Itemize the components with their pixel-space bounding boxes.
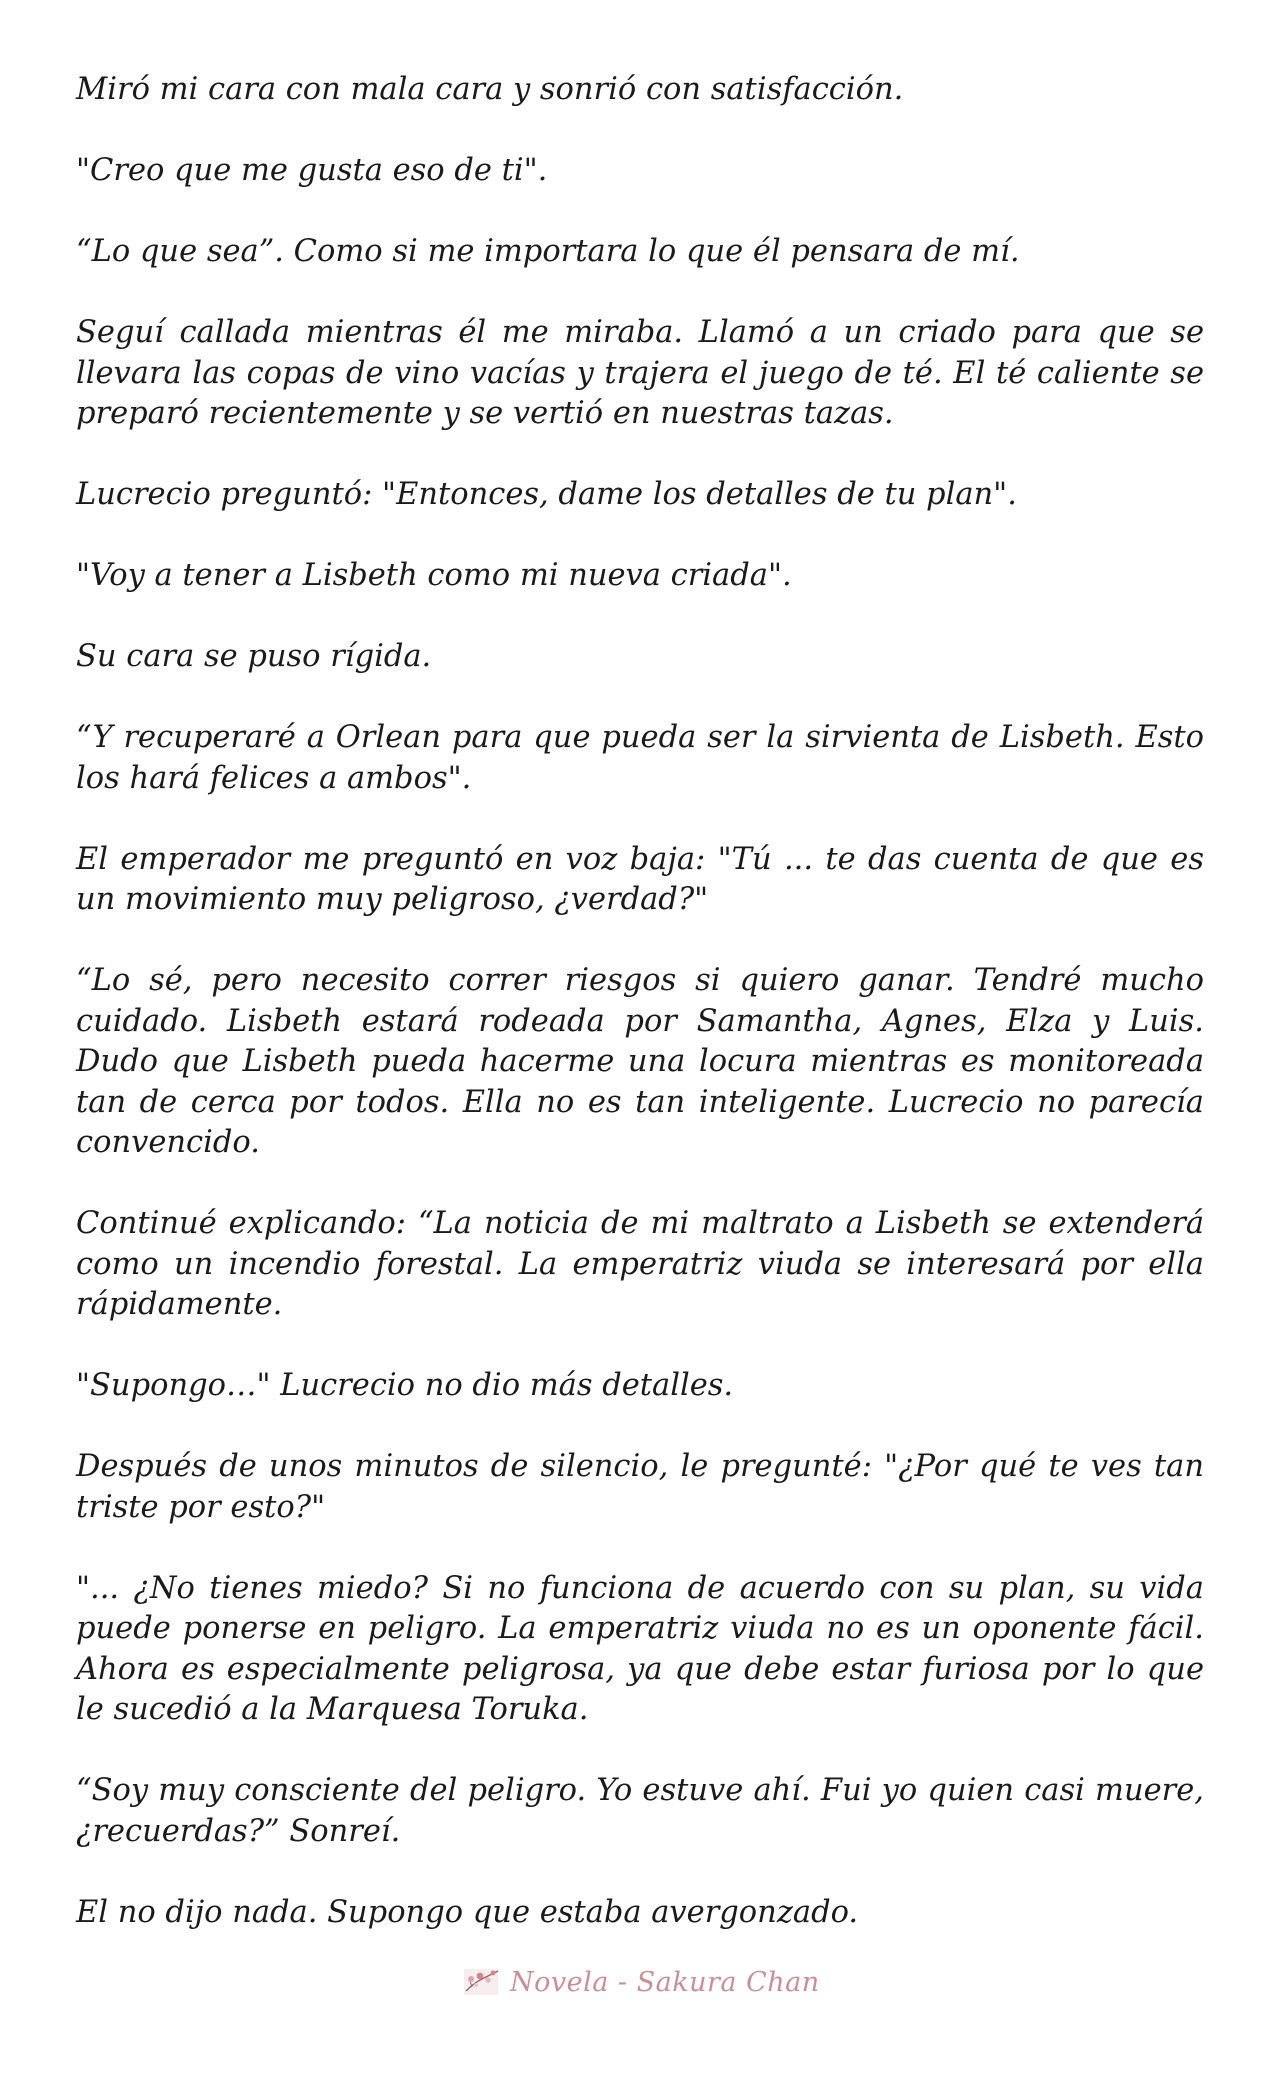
paragraph: "Creo que me gusta eso de ti". — [76, 153, 548, 188]
paragraph: El no dijo nada. Supongo que estaba avergonzado. — [76, 1894, 859, 1930]
paragraph: "Supongo…" Lucrecio no dio más detalles. — [76, 1368, 734, 1403]
paragraph: Su cara se puso rígida. — [76, 639, 432, 674]
watermark-footer — [462, 1962, 820, 2002]
paragraph: Lucrecio preguntó: "Entonces, dame los detalles de tu plan". — [76, 477, 1017, 512]
story-text — [76, 70, 1204, 1974]
paragraph: Después de unos minutos de silencio, le pregunté: "¿Por qué te ves tan triste por esto?" — [76, 1449, 1204, 1525]
paragraph: “Lo que sea”. Como si me importara lo que él pensara de mí. — [76, 234, 1020, 269]
paragraph: “Lo sé, pero necesito correr riesgos si quiero ganar. Tendré mucho cuidado. Lisbeth estará rodeada por Samantha, Agnes, Elza y Luis. Dudo que Lisbeth pueda hacerme una locura mientras es monitoreada tan de cerca por todos. Ella no es tan inteligente. Lucrecio no parecía convencido. — [76, 963, 1204, 1160]
paragraph: "Voy a tener a Lisbeth como mi nueva criada". — [76, 558, 792, 593]
paragraph: "... ¿No tienes miedo? Si no funciona de acuerdo con su plan, su vida puede ponerse en peligro. La emperatriz viuda no es un oponente fácil. Ahora es especialmente peligrosa, ya que debe estar furiosa por lo que le sucedió a la Marquesa Toruka. — [76, 1570, 1204, 1727]
paragraph: “Y recuperaré a Orlean para que pueda ser la sirvienta de Lisbeth. Esto los hará felices a ambos". — [76, 720, 1204, 796]
paragraph: El emperador me preguntó en voz baja: "Tú ... te das cuenta de que es un movimiento muy peligroso, ¿verdad?" — [76, 841, 1204, 917]
paragraph: “Soy muy consciente del peligro. Yo estuve ahí. Fui yo quien casi muere, ¿recuerdas?” Sonreí. — [76, 1773, 1204, 1849]
paragraph: Continué explicando: “La noticia de mi maltrato a Lisbeth se extenderá como un incendio forestal. La emperatriz viuda se interesará por ella rápidamente. — [76, 1206, 1204, 1322]
sakura-flower-icon — [462, 1965, 502, 1999]
watermark-text: Novela - Sakura Chan — [510, 1966, 820, 1998]
paragraph: Miró mi cara con mala cara y sonrió con satisfacción. — [76, 72, 904, 107]
paragraph: Seguí callada mientras él me miraba. Llamó a un criado para que se llevara las copas de vino vacías y trajera el juego de té. El té caliente se preparó recientemente y se vertió en nuestras tazas. — [76, 315, 1204, 431]
